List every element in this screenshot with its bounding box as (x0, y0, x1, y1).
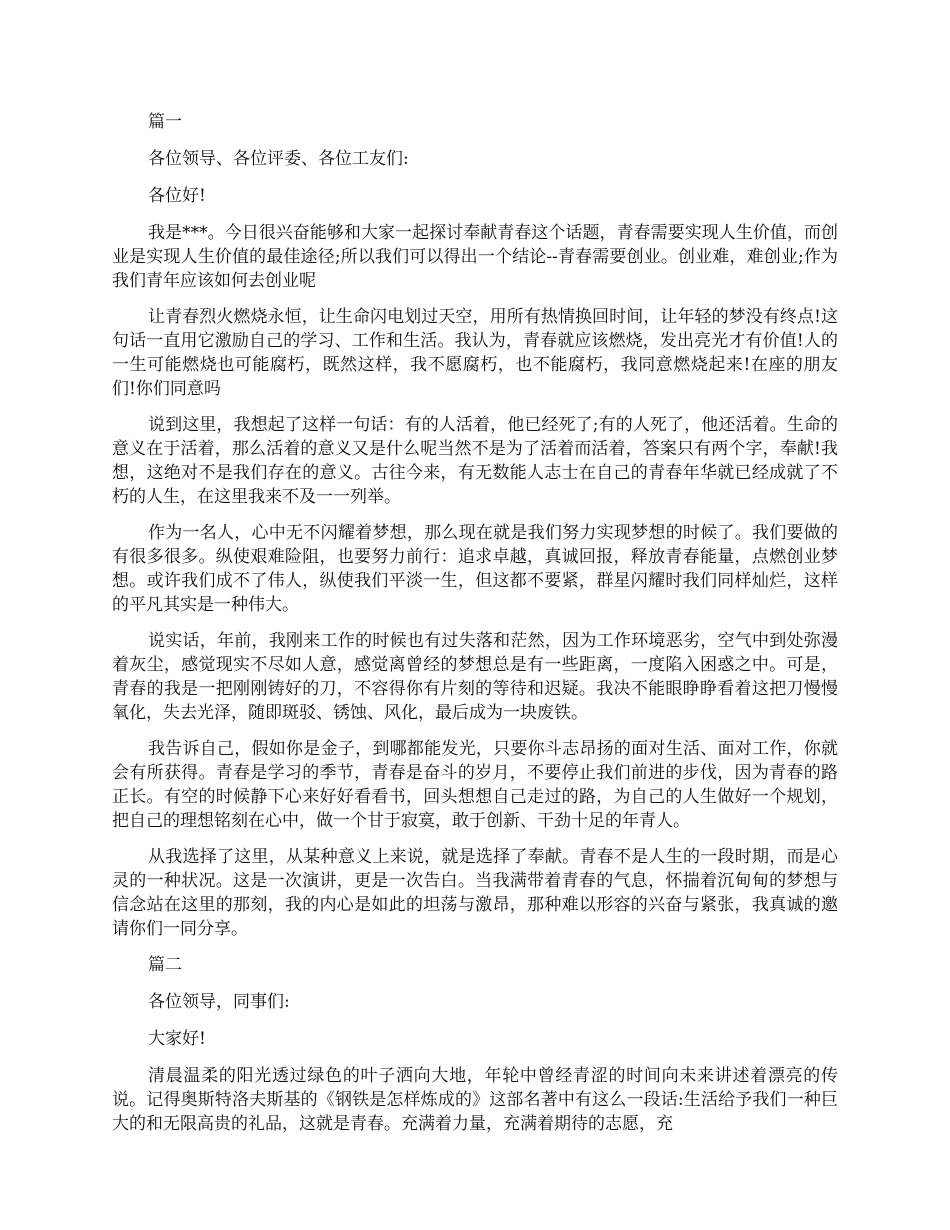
greeting-2: 大家好! (148, 1029, 206, 1049)
paragraph: 让青春烈火燃烧永恒，让生命闪电划过天空，用所有热情换回时间，让年轻的梦没有终点!这句话一直用它激励自己的学习、工作和生活。我认为，青春就应该燃烧，发出亮光才有价值!人的一生可能燃烧也可能腐朽，既然这样，我不愿腐朽，也不能腐朽，我同意燃烧起来!在座的朋友们!你们同意吗 (112, 307, 838, 399)
paragraph: 从我选择了这里，从某种意义上来说，就是选择了奉献。青春不是人生的一段时期，而是心灵的一种状况。这是一次演讲，更是一次告白。当我满带着青春的气息，怀揣着沉甸甸的梦想与信念站在这里的那刻，我的内心是如此的坦荡与激昂，那种难以形容的兴奋与紧张，我真诚的邀请你们一同分享。 (112, 847, 838, 939)
paragraph: 说到这里，我想起了这样一句话：有的人活着，他已经死了;有的人死了，他还活着。生命的意义在于活着，那么活着的意义又是什么呢当然不是为了活着而活着，答案只有两个字，奉献!我想，这绝对不是我们存在的意义。古往今来，有无数能人志士在自己的青春年华就已经成就了不朽的人生，在这里我来不及一一列举。 (112, 415, 838, 507)
salutation-2: 各位领导，同事们: (148, 992, 290, 1012)
document-body (112, 110, 838, 1148)
paragraph: 我告诉自己，假如你是金子，到哪都能发光，只要你斗志昂扬的面对生活、面对工作，你就会有所获得。青春是学习的季节，青春是奋斗的岁月，不要停止我们前进的步伐，因为青春的路正长。有空的时候静下心来好好看看书，回头想想自己走过的路，为自己的人生做好一个规划，把自己的理想铭刻在心中，做一个甘于寂寞，敢于创新、干劲十足的年青人。 (112, 739, 838, 831)
paragraph-intro: 我是***。今日很兴奋能够和大家一起探讨奉献青春这个话题，青春需要实现人生价值，而创业是实现人生价值的最佳途径;所以我们可以得出一个结论--青春需要创业。创业难，难创业;作为我们青年应该如何去创业呢 (112, 223, 838, 291)
section-heading-1: 篇一 (148, 112, 182, 132)
paragraph: 说实话，年前，我刚来工作的时候也有过失落和茫然，因为工作环境恶劣，空气中到处弥漫着灰尘，感觉现实不尽如人意，感觉离曾经的梦想总是有一些距离，一度陷入困惑之中。可是，青春的我是一把刚刚铸好的刀，不容得你有片刻的等待和迟疑。我决不能眼睁睁看着这把刀慢慢氧化，失去光泽，随即斑驳、锈蚀、风化，最后成为一块废铁。 (112, 631, 838, 723)
section-heading-2: 篇二 (148, 955, 182, 975)
salutation-1: 各位领导、各位评委、各位工友们: (148, 149, 409, 169)
greeting-1: 各位好! (148, 186, 206, 206)
paragraph: 作为一名人，心中无不闪耀着梦想，那么现在就是我们努力实现梦想的时候了。我们要做的有很多很多。纵使艰难险阻，也要努力前行：追求卓越，真诚回报，释放青春能量，点燃创业梦想。或许我们成不了伟人，纵使我们平淡一生，但这都不要紧，群星闪耀时我们同样灿烂，这样的平凡其实是一种伟大。 (112, 523, 838, 615)
paragraph: 清晨温柔的阳光透过绿色的叶子洒向大地，年轮中曾经青涩的时间向未来讲述着漂亮的传说。记得奥斯特洛夫斯基的《钢铁是怎样炼成的》这部名著中有这么一段话:生活给予我们一种巨大的和无限高贵的礼品，这就是青春。充满着力量，充满着期待的志愿，充 (112, 1066, 838, 1134)
